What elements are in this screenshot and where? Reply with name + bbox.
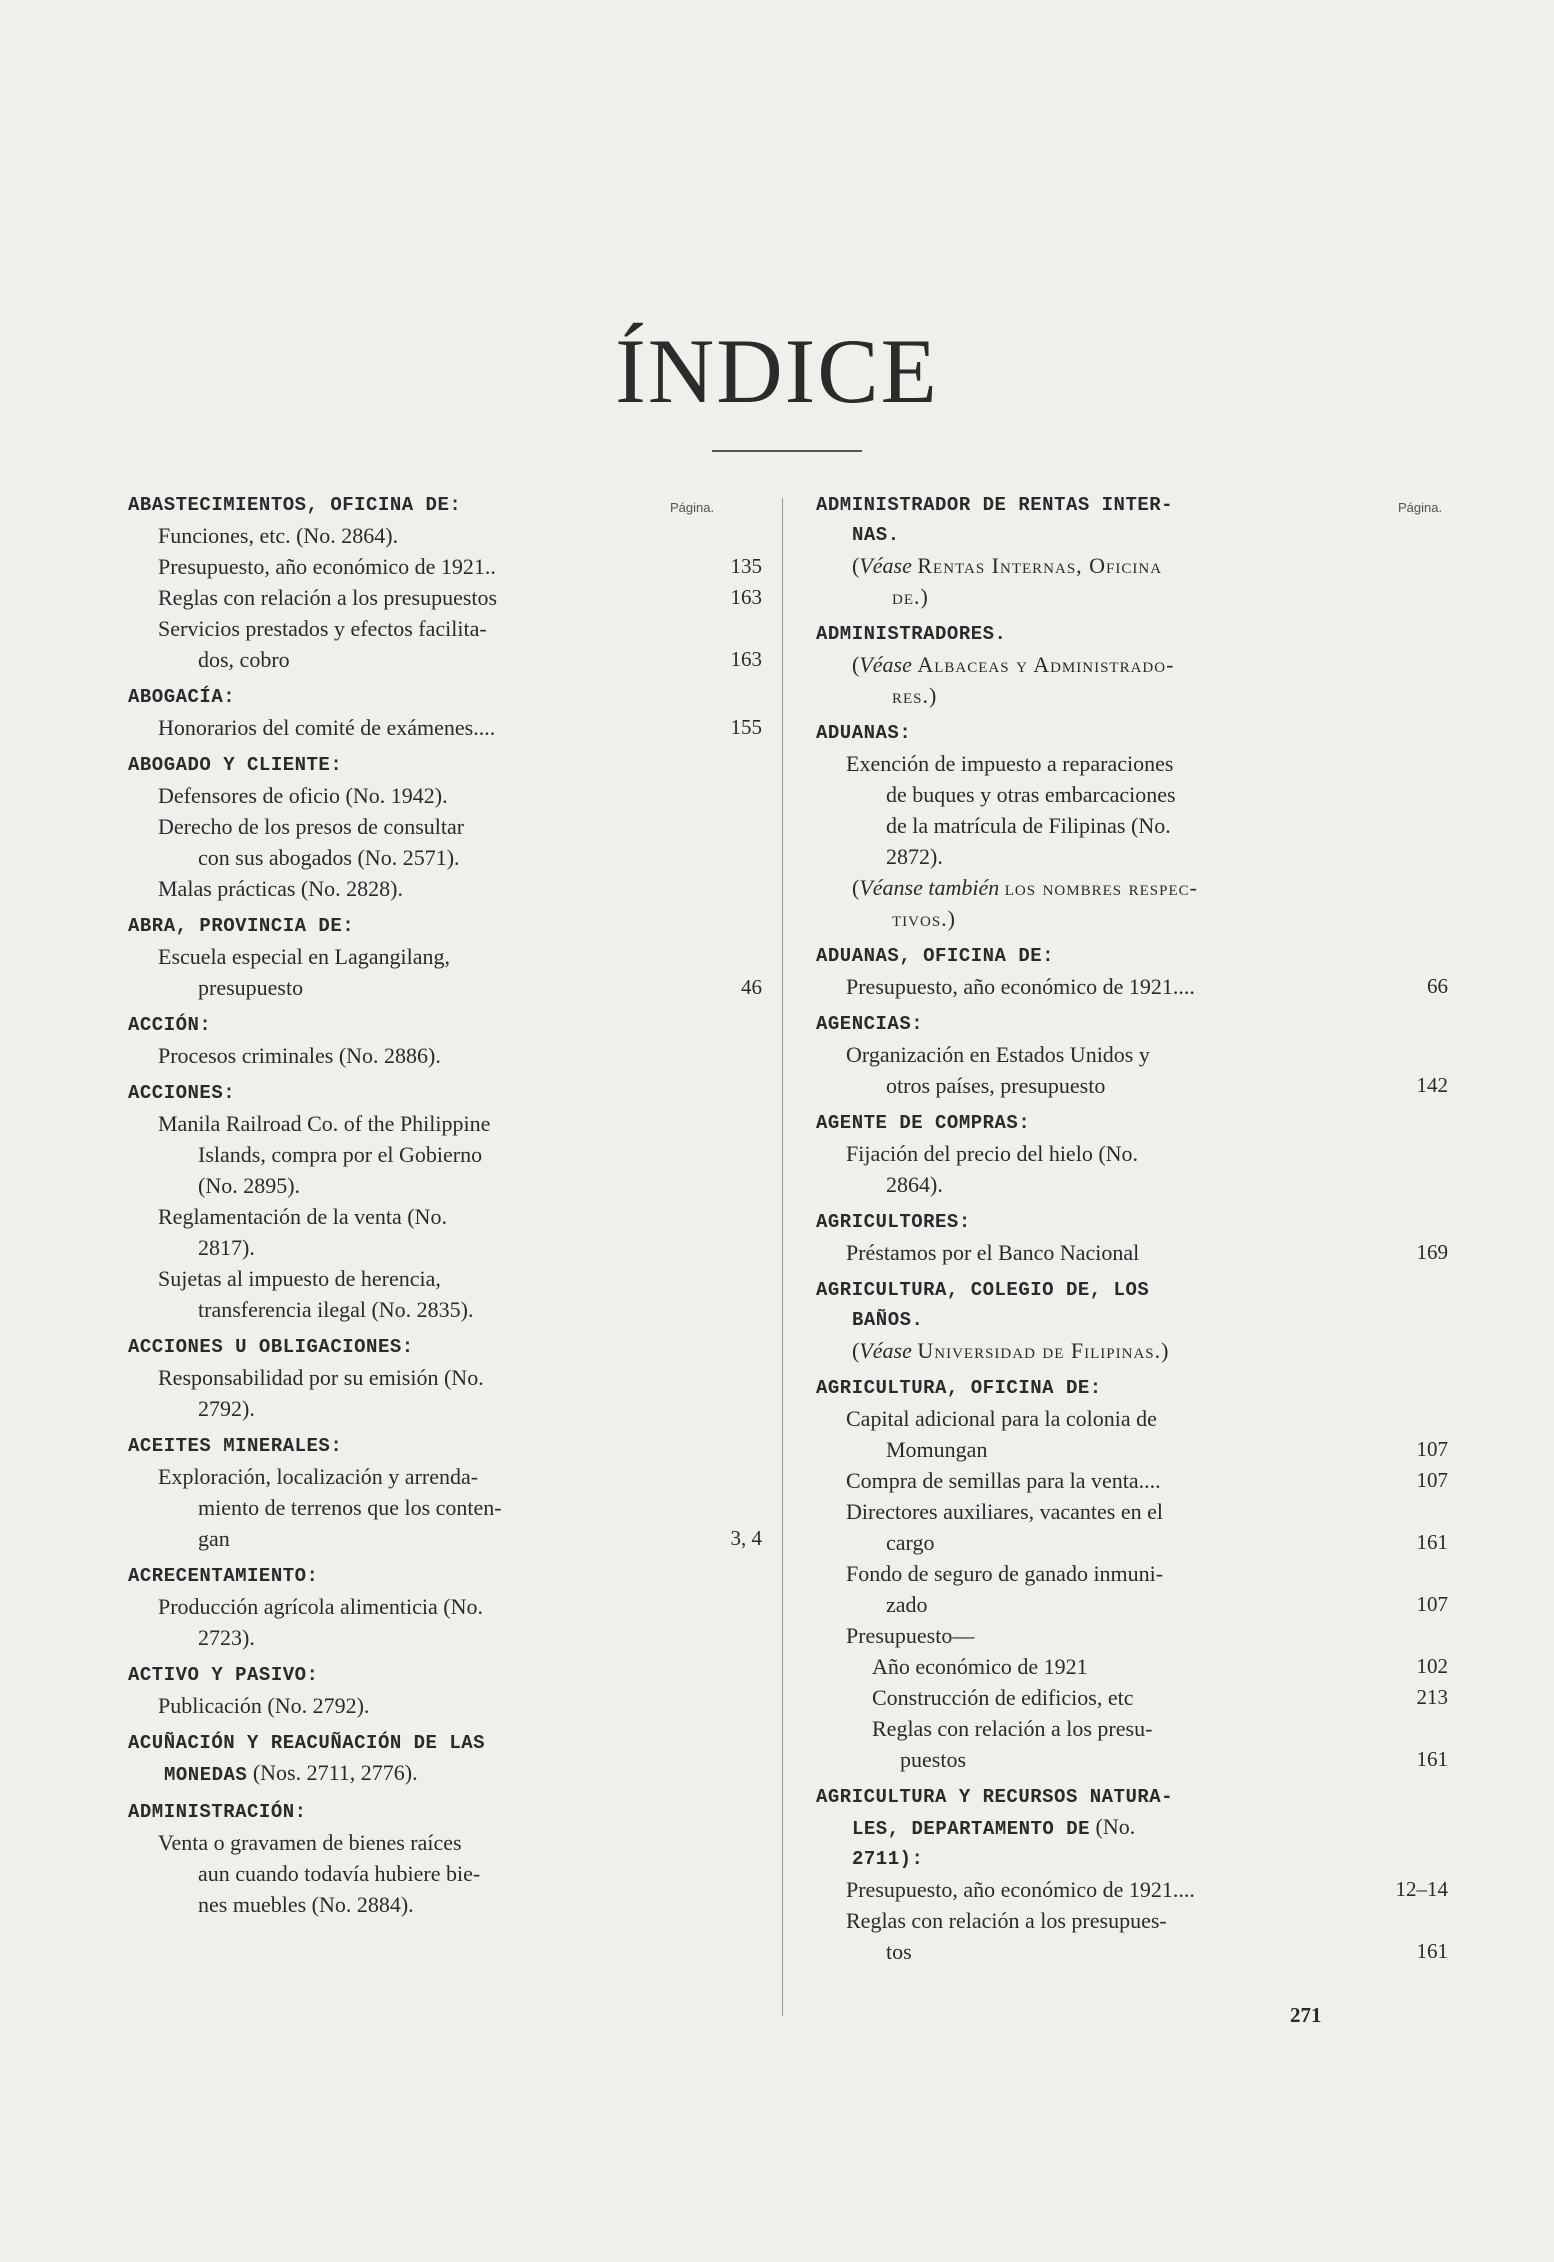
item-text: Derecho de los presos de consultar <box>158 814 465 839</box>
entry-heading: ACTIVO Y PASIVO: <box>128 1664 319 1686</box>
item-text: Exención de impuesto a reparaciones <box>846 751 1174 776</box>
entry-item <box>128 811 762 873</box>
see-target-continued: de.) <box>892 584 929 609</box>
see-target: Albaceas y Administrado- <box>917 652 1175 677</box>
entry-heading: AGENTE DE COMPRAS: <box>816 1112 1031 1134</box>
index-entry <box>128 911 762 1003</box>
page-reference: 161 <box>1416 1530 1448 1554</box>
index-entry <box>128 1660 762 1721</box>
entry-item <box>816 1403 1448 1465</box>
entry-item <box>816 1874 1448 1905</box>
entry-heading-note: (Nos. 2711, 2776). <box>247 1760 418 1785</box>
page-number: 271 <box>1290 2003 1322 2027</box>
entry-heading: ACRECENTAMIENTO: <box>128 1565 319 1587</box>
entry-item <box>128 1591 762 1653</box>
index-entry <box>128 1728 762 1790</box>
entry-item <box>816 1558 1448 1620</box>
page-reference: 142 <box>1416 1073 1448 1097</box>
see-reference: (Véase Rentas Internas, Oficina de.) <box>816 550 1448 612</box>
entry-item <box>128 1690 762 1721</box>
index-column-left <box>128 490 762 1927</box>
item-text-continued: con sus abogados (No. 2571). <box>198 845 460 870</box>
item-text-continued: 2723). <box>198 1625 255 1650</box>
page-reference: 107 <box>1416 1437 1448 1461</box>
index-entry <box>816 1009 1448 1101</box>
item-text-continued: aun cuando todavía hubiere bie- <box>198 1861 481 1886</box>
entry-heading: AGRICULTURA, COLEGIO DE, LOS <box>816 1279 1150 1301</box>
item-text: Reglas con relación a los presu- <box>872 1716 1153 1741</box>
index-entry <box>816 1108 1448 1200</box>
index-entry <box>128 1431 762 1554</box>
item-text: Malas prácticas (No. 2828). <box>158 876 403 901</box>
item-text: Publicación (No. 2792). <box>158 1693 370 1718</box>
item-text: Año económico de 1921 <box>872 1654 1088 1679</box>
entry-item <box>816 971 1448 1002</box>
item-text-continued: otros países, presupuesto <box>886 1073 1106 1098</box>
entry-item <box>128 780 762 811</box>
entry-heading: ACUÑACIÓN Y REACUÑACIÓN DE LAS <box>128 1732 486 1754</box>
entry-heading-continued: MONEDAS (Nos. 2711, 2776). <box>164 1760 418 1786</box>
entry-item <box>128 582 762 613</box>
item-text: Producción agrícola alimenticia (No. <box>158 1594 483 1619</box>
item-text-continued: tos <box>886 1939 912 1964</box>
entry-heading: ADMINISTRADOR DE RENTAS INTER- <box>816 494 1174 516</box>
item-text-continued: cargo <box>886 1530 935 1555</box>
page-reference: 102 <box>1416 1654 1448 1678</box>
entry-item <box>816 1682 1448 1713</box>
item-text: Defensores de oficio (No. 1942). <box>158 783 448 808</box>
entry-item <box>128 1827 762 1920</box>
item-text-continued: Momungan <box>886 1437 988 1462</box>
page-title: ÍNDICE <box>615 320 939 422</box>
item-text: Construcción de edificios, etc <box>872 1685 1134 1710</box>
page-reference: 169 <box>1416 1240 1448 1264</box>
item-text-continued: 2792). <box>198 1396 255 1421</box>
entry-item <box>128 1263 762 1325</box>
item-text-continued: 2864). <box>886 1172 943 1197</box>
page-reference: 46 <box>741 975 762 999</box>
item-text: Fondo de seguro de ganado inmuni- <box>846 1561 1164 1586</box>
see-keyword: Véase <box>859 652 912 677</box>
entry-heading-continued: 2711): <box>852 1848 924 1870</box>
item-text-continued: nes muebles (No. 2884). <box>198 1892 414 1917</box>
item-text: Presupuesto— <box>846 1623 975 1648</box>
entry-heading: ABOGACÍA: <box>128 686 236 708</box>
item-text: Honorarios del comité de exámenes.... <box>158 715 496 740</box>
see-keyword: Véase <box>859 1338 912 1363</box>
entry-item <box>128 1362 762 1424</box>
entry-heading: ACCIONES U OBLIGACIONES: <box>128 1336 414 1358</box>
page-reference: 135 <box>730 554 762 578</box>
item-text-continued: puestos <box>900 1747 966 1772</box>
title-rule <box>712 450 862 452</box>
item-text-continued: de buques y otras embarcaciones <box>886 782 1176 807</box>
page-reference: 12–14 <box>1395 1877 1448 1901</box>
entry-heading: ADMINISTRADORES. <box>816 623 1007 645</box>
page-reference: 213 <box>1416 1685 1448 1709</box>
entry-item <box>816 1651 1448 1682</box>
item-text-continued: dos, cobro <box>198 647 290 672</box>
item-text: Exploración, localización y arrenda- <box>158 1464 479 1489</box>
index-column-right <box>816 490 1448 1974</box>
item-text-continued: transferencia ilegal (No. 2835). <box>198 1297 474 1322</box>
column-divider <box>782 498 783 2016</box>
pagina-label-left: Página. <box>670 500 715 515</box>
item-text: Procesos criminales (No. 2886). <box>158 1043 441 1068</box>
entry-heading: ADUANAS, OFICINA DE: <box>816 945 1055 967</box>
see-target-continued: tivos.) <box>892 906 956 931</box>
item-text: Capital adicional para la colonia de <box>846 1406 1157 1431</box>
page-reference: 66 <box>1427 974 1448 998</box>
page-reference: 3, 4 <box>730 1526 762 1550</box>
item-text: Manila Railroad Co. of the Philippine <box>158 1111 491 1136</box>
index-entry <box>816 619 1448 711</box>
index-entry <box>128 1561 762 1653</box>
entry-heading: ADMINISTRACIÓN: <box>128 1801 307 1823</box>
index-entry <box>128 490 762 675</box>
item-text: Organización en Estados Unidos y <box>846 1042 1150 1067</box>
entry-item <box>128 712 762 743</box>
item-text: Sujetas al impuesto de herencia, <box>158 1266 441 1291</box>
index-entry <box>128 1010 762 1071</box>
entry-item <box>816 1713 1448 1775</box>
entry-heading: AGRICULTURA, OFICINA DE: <box>816 1377 1102 1399</box>
index-entry <box>816 1207 1448 1268</box>
entry-item <box>816 1465 1448 1496</box>
item-text: Responsabilidad por su emisión (No. <box>158 1365 484 1390</box>
entry-heading: ACCIÓN: <box>128 1014 212 1036</box>
item-text-continued: zado <box>886 1592 928 1617</box>
entry-heading-continued: NAS. <box>852 524 900 546</box>
item-text-continued: miento de terrenos que los conten- <box>198 1495 502 1520</box>
page-reference: 107 <box>1416 1592 1448 1616</box>
entry-heading: AGENCIAS: <box>816 1013 924 1035</box>
page-reference: 155 <box>730 715 762 739</box>
page-reference: 107 <box>1416 1468 1448 1492</box>
item-text: Venta o gravamen de bienes raíces <box>158 1830 462 1855</box>
item-text: Presupuesto, año económico de 1921.. <box>158 554 496 579</box>
entry-heading: ADUANAS: <box>816 722 912 744</box>
item-text: Reglas con relación a los presupues- <box>846 1908 1167 1933</box>
entry-item <box>816 1905 1448 1967</box>
entry-heading: ACCIONES: <box>128 1082 236 1104</box>
see-target: los nombres respec- <box>1004 875 1198 900</box>
index-entry <box>816 490 1448 612</box>
entry-heading-continued: LES, DEPARTAMENTO DE (No. <box>852 1814 1136 1840</box>
index-entry <box>128 750 762 904</box>
see-keyword: Véase <box>859 553 912 578</box>
index-entry <box>816 1275 1448 1366</box>
entry-heading: ABASTECIMIENTOS, OFICINA DE: <box>128 494 462 516</box>
entry-heading-continued: BAÑOS. <box>852 1309 924 1331</box>
entry-heading: ABRA, PROVINCIA DE: <box>128 915 355 937</box>
see-keyword: Véanse también <box>859 875 1000 900</box>
index-entry <box>816 1373 1448 1775</box>
see-target: Rentas Internas, Oficina <box>917 553 1163 578</box>
see-reference: (Véase Universidad de Filipinas.) <box>852 1338 1170 1363</box>
item-text: Funciones, etc. (No. 2864). <box>158 523 399 548</box>
entry-item <box>128 520 762 551</box>
entry-item <box>816 748 1448 872</box>
see-target: Universidad de Filipinas.) <box>917 1338 1170 1363</box>
item-text: Reglamentación de la venta (No. <box>158 1204 447 1229</box>
entry-item <box>816 1496 1448 1558</box>
index-entry <box>816 1782 1448 1967</box>
item-text: Compra de semillas para la venta.... <box>846 1468 1161 1493</box>
item-text: Reglas con relación a los presupuestos <box>158 585 498 610</box>
item-text: Préstamos por el Banco Nacional <box>846 1240 1140 1265</box>
item-text-continued: (No. 2895). <box>198 1173 301 1198</box>
item-text-continued: gan <box>198 1526 230 1551</box>
item-text: Presupuesto, año económico de 1921.... <box>846 1877 1195 1902</box>
item-text-continued: Islands, compra por el Gobierno <box>198 1142 483 1167</box>
entry-item <box>128 551 762 582</box>
page-reference: 163 <box>730 585 762 609</box>
see-reference: (Véase Albaceas y Administrado- res.) <box>816 649 1448 711</box>
index-entry <box>128 1078 762 1325</box>
item-text-continued: 2817). <box>198 1235 255 1260</box>
item-text: Directores auxiliares, vacantes en el <box>846 1499 1164 1524</box>
entry-item <box>128 941 762 1003</box>
index-entry <box>128 682 762 743</box>
page-reference: 163 <box>730 647 762 671</box>
entry-item <box>128 1201 762 1263</box>
entry-heading: AGRICULTURA Y RECURSOS NATURA- <box>816 1786 1174 1808</box>
entry-item <box>128 1461 762 1554</box>
see-target-continued: res.) <box>892 683 938 708</box>
see-reference: (Véanse también los nombres respec- tivos.) <box>816 872 1448 934</box>
page-reference: 161 <box>1416 1747 1448 1771</box>
entry-item <box>816 1620 1448 1651</box>
item-text: Escuela especial en Lagangilang, <box>158 944 450 969</box>
entry-item <box>816 1138 1448 1200</box>
index-entry <box>128 1797 762 1920</box>
entry-heading: ACEITES MINERALES: <box>128 1435 343 1457</box>
index-entry <box>128 1332 762 1424</box>
page-reference: 161 <box>1416 1939 1448 1963</box>
item-text: Fijación del precio del hielo (No. <box>846 1141 1139 1166</box>
entry-heading-note: (No. <box>1090 1814 1136 1839</box>
entry-item <box>128 873 762 904</box>
index-entry <box>816 941 1448 1002</box>
entry-heading: AGRICULTORES: <box>816 1211 971 1233</box>
item-text: Presupuesto, año económico de 1921.... <box>846 974 1195 999</box>
item-text-continued: 2872). <box>886 844 943 869</box>
item-text: Servicios prestados y efectos facilita- <box>158 616 487 641</box>
pagina-label-right: Página. <box>1398 500 1443 515</box>
entry-item <box>816 1237 1448 1268</box>
entry-item <box>128 1108 762 1201</box>
entry-item <box>128 613 762 675</box>
entry-item <box>816 1039 1448 1101</box>
index-entry <box>816 718 1448 934</box>
entry-item <box>128 1040 762 1071</box>
item-text-continued: presupuesto <box>198 975 304 1000</box>
item-text-continued: de la matrícula de Filipinas (No. <box>886 813 1171 838</box>
entry-heading: ABOGADO Y CLIENTE: <box>128 754 343 776</box>
